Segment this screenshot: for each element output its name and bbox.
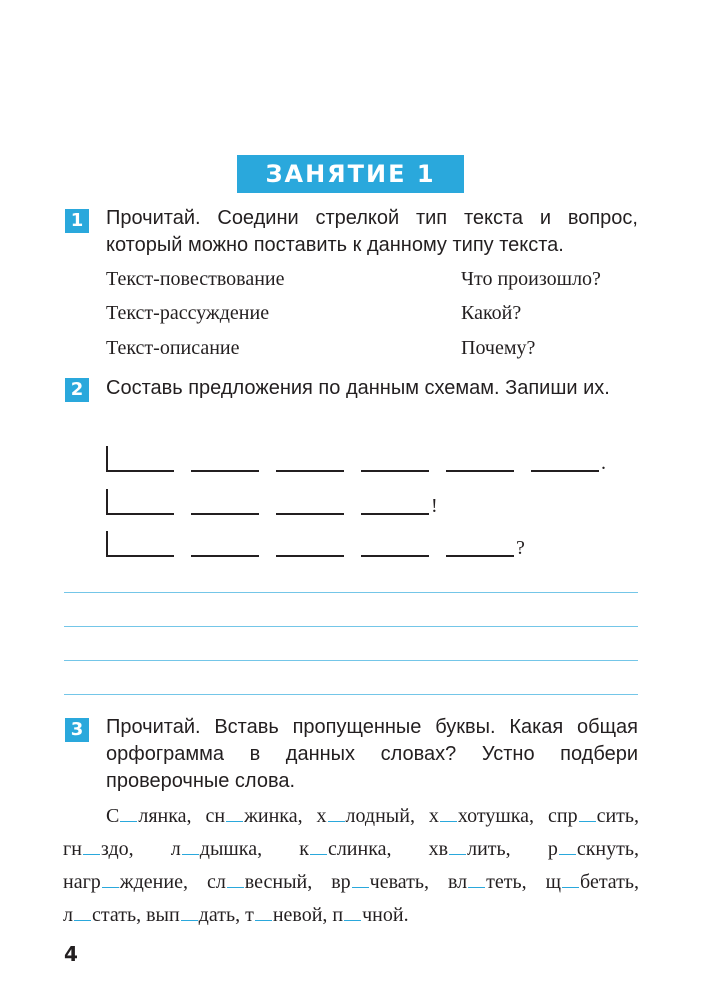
task-3-number: 3 [65,718,89,742]
word-suffix: хотушка [457,805,530,827]
word-with-gap: вр чевать, [331,871,429,893]
missing-letter-gap[interactable] [579,821,596,822]
word-suffix: здо [100,838,129,860]
word-prefix: к [299,838,309,860]
task-1-number: 1 [65,209,89,233]
word-suffix: жинка [244,805,298,827]
word-with-gap: вл теть, [447,871,527,893]
word-with-gap: спр сить, [547,805,640,827]
word-blank [276,513,344,515]
task-3-instruction: Прочитай. Вставь пропущенные буквы. Какая общая орфограмма в данных словах? Устно подбери проверочные слова. [106,716,638,792]
word-prefix: вып [146,904,180,926]
word-blank [191,555,259,557]
writing-line[interactable] [64,626,638,627]
word-with-gap: р скнуть, [547,838,639,860]
word-with-gap: вып дать, [146,904,241,926]
task-2-number: 2 [65,378,89,402]
page-number: 4 [64,942,78,966]
word-blank [276,470,344,472]
word-with-gap: л дышка, [170,838,263,860]
word-with-gap: гн здо, [63,838,134,860]
text-type-narration[interactable]: Текст-повествование [106,268,285,290]
word-prefix: вл [447,871,468,893]
word-with-gap: сл весный, [206,871,313,893]
missing-letter-gap[interactable] [74,920,91,921]
missing-letter-gap[interactable] [227,887,244,888]
missing-letter-gap[interactable] [344,920,361,921]
word-with-gap: л стать, [63,904,142,926]
missing-letter-gap[interactable] [562,887,579,888]
question-why[interactable]: Почему? [461,337,536,359]
sentence-end-mark: ? [516,537,525,559]
sentence-end-mark: ! [431,495,438,517]
question-which[interactable]: Какой? [461,302,522,324]
word-suffix: невой [272,904,323,926]
missing-letter-gap[interactable] [83,854,100,855]
missing-letter-gap[interactable] [449,854,466,855]
word-prefix: т [245,904,254,926]
missing-letter-gap[interactable] [468,887,485,888]
missing-letter-gap[interactable] [181,920,198,921]
word-prefix: х [316,805,327,827]
lesson-title: ЗАНЯТИЕ 1 [237,155,464,193]
word-with-gap: п чной. [332,904,409,926]
word-suffix: дать [198,904,236,926]
sentence-start-mark [106,446,174,472]
word-with-gap: сн жинка, [205,805,303,827]
word-with-gap: хв лить, [428,838,511,860]
task-1-instruction: Прочитай. Соедини стрелкой тип текста и вопрос, который можно поставить к данному типу текста. [106,207,638,256]
writing-line[interactable] [64,694,638,695]
word-blank [446,470,514,472]
word-suffix: бетать [580,871,635,893]
word-with-gap: х лодный, [316,805,415,827]
word-prefix: л [63,904,73,926]
word-blank [191,513,259,515]
word-prefix: вр [331,871,351,893]
missing-letter-gap[interactable] [352,887,369,888]
word-suffix: ждение [119,871,183,893]
word-prefix: С [106,805,120,827]
task-2-instruction: Составь предложения по данным схемам. Запиши их. [106,377,610,399]
word-with-gap: щ бетать, [545,871,640,893]
word-blank [531,470,599,472]
word-suffix: дышка [199,838,258,860]
word-suffix: весный [244,871,308,893]
word-with-gap: к слинка, [299,838,392,860]
word-blank [191,470,259,472]
sentence-end-mark: . [601,452,606,474]
word-prefix: спр [547,805,578,827]
word-blank [276,555,344,557]
text-type-description[interactable]: Текст-описание [106,337,240,359]
text-type-reasoning[interactable]: Текст-рассуждение [106,302,270,324]
word-blank [446,555,514,557]
missing-letter-gap[interactable] [226,821,243,822]
missing-letter-gap[interactable] [559,854,576,855]
question-what-happened[interactable]: Что произошло? [461,268,601,290]
missing-letter-gap[interactable] [120,821,137,822]
word-with-gap: т невой, [245,904,328,926]
word-suffix: теть [486,871,522,893]
missing-letter-gap[interactable] [255,920,272,921]
word-suffix: лодный [345,805,410,827]
word-suffix: лянка [138,805,187,827]
word-suffix: лить [467,838,506,860]
word-with-gap: нагр ждение, [63,871,188,893]
word-prefix: хв [428,838,449,860]
word-suffix: чевать [369,871,424,893]
word-suffix: стать [91,904,137,926]
writing-line[interactable] [64,660,638,661]
missing-letter-gap[interactable] [328,821,345,822]
sentence-start-mark [106,531,174,557]
word-suffix: чной [362,904,404,926]
word-blank [361,555,429,557]
word-prefix: п [332,904,344,926]
word-prefix: сн [205,805,226,827]
missing-letter-gap[interactable] [440,821,457,822]
word-prefix: р [547,838,558,860]
word-suffix: сить [596,805,635,827]
word-suffix: слинка [327,838,387,860]
word-blank [361,470,429,472]
word-with-gap: С лянка, [106,805,192,827]
writing-line[interactable] [64,592,638,593]
words-with-missing-letters [63,800,639,932]
missing-letter-gap[interactable] [182,854,199,855]
word-prefix: нагр [63,871,101,893]
sentence-start-mark [106,489,174,515]
word-prefix: гн [63,838,82,860]
word-suffix: скнуть [576,838,634,860]
word-prefix: л [170,838,181,860]
missing-letter-gap[interactable] [102,887,119,888]
word-with-gap: х хотушка, [428,805,535,827]
word-prefix: щ [545,871,562,893]
word-prefix: сл [206,871,226,893]
missing-letter-gap[interactable] [310,854,327,855]
word-blank [361,513,429,515]
word-prefix: х [428,805,439,827]
